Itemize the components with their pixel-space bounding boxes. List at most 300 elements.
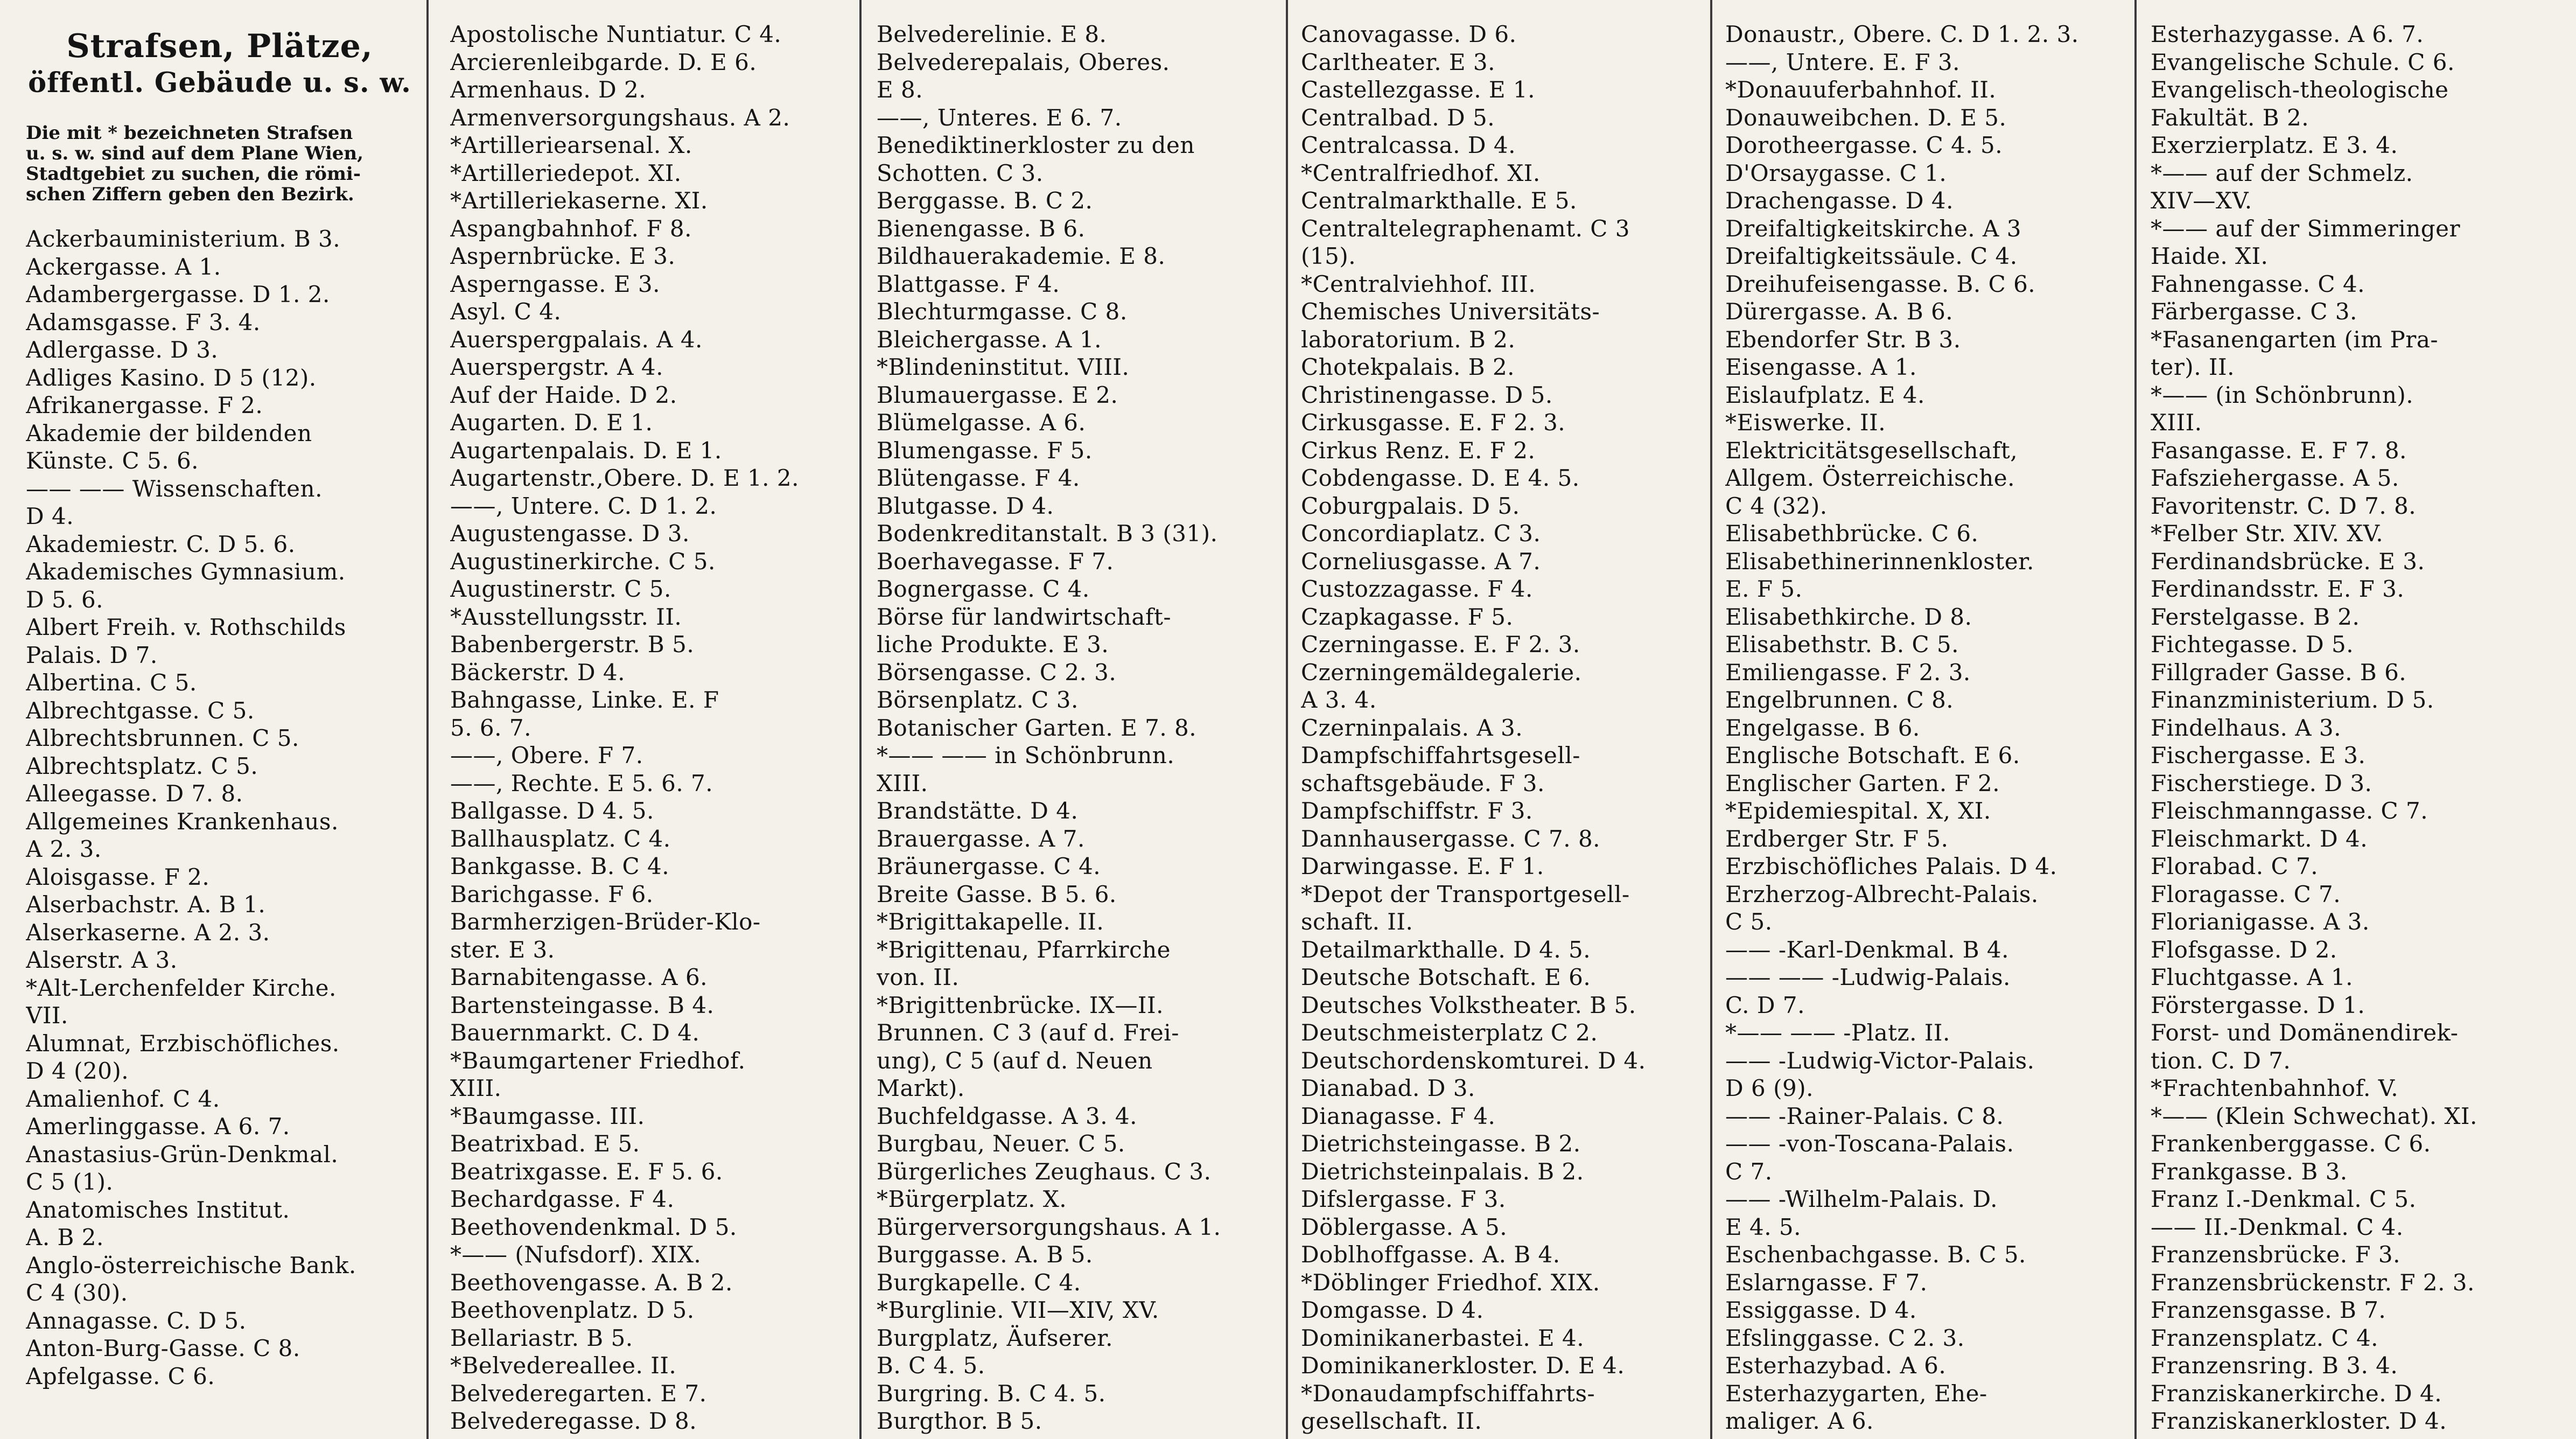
index-entry: *Brigittakapelle. II.: [877, 909, 1104, 935]
index-entry: Esterhazygarten, Ehe-: [1725, 1380, 1987, 1407]
index-entry: Künste. C 5. 6.: [26, 448, 199, 474]
index-entry: Findelhaus. A 3.: [2151, 714, 2341, 741]
index-entry: Barnabitengasse. A 6.: [450, 964, 708, 990]
index-entry: Blutgasse. D 4.: [877, 492, 1054, 519]
index-entry: Beethovengasse. A. B 2.: [450, 1269, 733, 1296]
index-entry: Florabad. C 7.: [2151, 853, 2319, 879]
index-entry: D 4.: [26, 503, 74, 529]
index-entry: Bürgerversorgungshaus. A 1.: [877, 1213, 1221, 1240]
index-entry: Favoritenstr. C. D 7. 8.: [2151, 492, 2417, 519]
index-entry: Franzensring. B 3. 4.: [2151, 1352, 2398, 1379]
index-entry: —— -Ludwig-Victor-Palais.: [1725, 1047, 2035, 1074]
index-entry: Belvederelinie. E 8.: [877, 21, 1107, 47]
index-entry: Eisengasse. A 1.: [1725, 354, 1917, 380]
index-entry: Akademiestr. C. D 5. 6.: [26, 530, 296, 557]
index-entry: Evangelische Schule. C 6.: [2151, 48, 2455, 75]
index-entry: Asyl. C 4.: [450, 298, 562, 325]
index-entry: Fleischmarkt. D 4.: [2151, 825, 2368, 852]
index-entry: Chemisches Universitäts-: [1301, 298, 1600, 325]
index-entry: Dominikanerbastei. E 4.: [1301, 1324, 1585, 1351]
index-entry: *Baumgartener Friedhof.: [450, 1047, 746, 1074]
index-entry: —— —— -Ludwig-Palais.: [1725, 964, 2011, 990]
index-entry: Cirkus Renz. E. F 2.: [1301, 437, 1536, 464]
index-entry: Floragasse. C 7.: [2151, 881, 2341, 907]
index-entry: Markt).: [877, 1075, 965, 1101]
index-entry: Czerningemäldegalerie.: [1301, 659, 1582, 686]
column-divider: [1286, 0, 1288, 1439]
index-entry: Fahnengasse. C 4.: [2151, 270, 2365, 297]
index-entry: maliger. A 6.: [1725, 1408, 1874, 1434]
index-entry: Buchfeldgasse. A 3. 4.: [877, 1102, 1137, 1129]
index-entry: Dominikanerkloster. D. E 4.: [1301, 1352, 1625, 1379]
index-entry: Centralbad. D 5.: [1301, 104, 1495, 131]
entry-list: [450, 20, 859, 1435]
index-entry: A. B 2.: [26, 1224, 104, 1251]
index-entry: Ebendorfer Str. B 3.: [1725, 326, 1961, 353]
index-entry: Färbergasse. C 3.: [2151, 298, 2357, 325]
index-entry: Augustengasse. D 3.: [450, 520, 690, 547]
index-entry: Anatomisches Institut.: [26, 1196, 290, 1223]
index-entry: Drachengasse. D 4.: [1725, 187, 1954, 214]
index-entry: Donauweibchen. D. E 5.: [1725, 104, 2007, 131]
index-entry: A 2. 3.: [26, 836, 102, 862]
index-entry: Ferdinandsstr. E. F 3.: [2151, 576, 2405, 602]
index-entry: Domgasse. D 4.: [1301, 1297, 1484, 1323]
index-entry: Doblhoffgasse. A. B 4.: [1301, 1241, 1560, 1268]
index-entry: Deutsche Botschaft. E 6.: [1301, 964, 1591, 990]
index-entry: Centraltelegraphenamt. C 3: [1301, 215, 1630, 242]
index-entry: Palais. D 7.: [26, 641, 158, 668]
index-entry: Deutschordenskomturei. D 4.: [1301, 1047, 1646, 1074]
index-entry: Elisabethkirche. D 8.: [1725, 603, 1972, 630]
legend-note: [26, 123, 414, 205]
column-divider: [1710, 0, 1712, 1439]
index-entry: Centralmarkthalle. E 5.: [1301, 187, 1577, 214]
index-entry: Corneliusgasse. A 7.: [1301, 548, 1541, 575]
index-entry: Börsengasse. C 2. 3.: [877, 659, 1117, 686]
index-entry: *Baumgasse. III.: [450, 1102, 645, 1129]
index-entry: Detailmarkthalle. D 4. 5.: [1301, 936, 1591, 963]
index-entry: Efslinggasse. C 2. 3.: [1725, 1324, 1965, 1351]
index-entry: Fluchtgasse. A 1.: [2151, 964, 2353, 990]
index-entry: Erzherzog-Albrecht-Palais.: [1725, 881, 2039, 907]
index-entry: Deutschmeisterplatz C 2.: [1301, 1019, 1598, 1046]
index-entry: Chotekpalais. B 2.: [1301, 354, 1515, 380]
index-entry: *Eiswerke. II.: [1725, 409, 1886, 436]
index-entry: ter). II.: [2151, 354, 2235, 380]
index-entry: B. C 4. 5.: [877, 1352, 985, 1379]
index-entry: Aspernbrücke. E 3.: [450, 243, 676, 269]
index-entry: Haide. XI.: [2151, 243, 2269, 269]
column-3: [877, 0, 1286, 1439]
index-entry: Evangelisch-theologische: [2151, 76, 2449, 103]
index-entry: Centralcassa. D 4.: [1301, 132, 1516, 158]
index-entry: Albert Freih. v. Rothschilds: [26, 614, 346, 640]
entry-list: [2151, 20, 2565, 1435]
index-entry: Brandstätte. D 4.: [877, 798, 1079, 824]
index-entry: E 8.: [877, 76, 923, 103]
index-entry: Carltheater. E 3.: [1301, 48, 1495, 75]
index-entry: D 5. 6.: [26, 586, 104, 613]
index-entry: Dürergasse. A. B 6.: [1725, 298, 1954, 325]
index-entry: Armenhaus. D 2.: [450, 76, 647, 103]
index-entry: Allgemeines Krankenhaus.: [26, 808, 339, 835]
index-entry: Coburgpalais. D 5.: [1301, 492, 1520, 519]
index-entry: Augarten. D. E 1.: [450, 409, 653, 436]
index-entry: Alserbachstr. A. B 1.: [26, 891, 266, 918]
index-entry: *Artilleriekaserne. XI.: [450, 187, 708, 214]
index-entry: Alserkaserne. A 2. 3.: [26, 919, 270, 946]
index-entry: Albrechtgasse. C 5.: [26, 697, 255, 724]
index-entry: Franziskanerkloster. D 4.: [2151, 1408, 2447, 1434]
index-entry: Bienengasse. B 6.: [877, 215, 1086, 242]
index-entry: Dietrichsteinpalais. B 2.: [1301, 1158, 1584, 1185]
index-entry: *—— (Klein Schwechat). XI.: [2151, 1102, 2477, 1129]
index-entry: Donaustr., Obere. C. D 1. 2. 3.: [1725, 21, 2079, 47]
index-entry: Barichgasse. F 6.: [450, 881, 654, 907]
index-entry: Christinengasse. D 5.: [1301, 381, 1553, 408]
index-entry: Bartensteingasse. B 4.: [450, 991, 715, 1018]
index-entry: Bodenkreditanstalt. B 3 (31).: [877, 520, 1218, 547]
index-entry: *Ausstellungsstr. II.: [450, 603, 682, 630]
index-entry: Allgem. Österreichische.: [1725, 465, 2015, 491]
index-entry: Afrikanergasse. F 2.: [26, 392, 263, 418]
index-entry: Belvederepalais, Oberes.: [877, 48, 1170, 75]
index-entry: *Brigittenau, Pfarrkirche: [877, 936, 1171, 963]
index-entry: Darwingasse. E. F 1.: [1301, 853, 1544, 879]
index-entry: Esterhazygasse. A 6. 7.: [2151, 21, 2424, 47]
index-entry: ——, Untere. C. D 1. 2.: [450, 492, 717, 519]
index-entry: Florianigasse. A 3.: [2151, 909, 2370, 935]
index-entry: Aspangbahnhof. F 8.: [450, 215, 692, 242]
index-entry: —— -von-Toscana-Palais.: [1725, 1130, 2014, 1157]
note-line: u. s. w. sind auf dem Plane Wien,: [26, 143, 363, 164]
index-entry: Botanischer Garten. E 7. 8.: [877, 714, 1197, 741]
index-entry: *—— auf der Schmelz.: [2151, 159, 2413, 186]
column-1: [26, 0, 414, 1439]
index-entry: —— —— Wissenschaften.: [26, 475, 323, 502]
index-entry: *Depot der Transportgesell-: [1301, 881, 1630, 907]
index-entry: VII.: [26, 1002, 68, 1029]
index-entry: Asperngasse. E 3.: [450, 270, 660, 297]
column-divider: [859, 0, 862, 1439]
index-entry: —— -Karl-Denkmal. B 4.: [1725, 936, 2009, 963]
index-entry: *Artilleriedepot. XI.: [450, 159, 682, 186]
index-entry: XIII.: [877, 770, 928, 797]
header-block: [26, 28, 414, 101]
index-entry: Elektricitätsgesellschaft,: [1725, 437, 2018, 464]
index-entry: Burgkapelle. C 4.: [877, 1269, 1081, 1296]
index-entry: Burgring. B. C 4. 5.: [877, 1380, 1106, 1407]
index-entry: XIII.: [2151, 409, 2202, 436]
index-entry: Blumengasse. F 5.: [877, 437, 1093, 464]
index-entry: Burggasse. A. B 5.: [877, 1241, 1093, 1268]
index-entry: *Centralfriedhof. XI.: [1301, 159, 1541, 186]
index-entry: Börse für landwirtschaft-: [877, 603, 1172, 630]
index-entry: ——, Obere. F 7.: [450, 742, 643, 769]
index-entry: Dorotheergasse. C 4. 5.: [1725, 132, 2003, 158]
index-entry: Fasangasse. E. F 7. 8.: [2151, 437, 2407, 464]
index-entry: Bürgerliches Zeughaus. C 3.: [877, 1158, 1212, 1185]
index-entry: Eslarngasse. F 7.: [1725, 1269, 1928, 1296]
index-entry: Blechturmgasse. C 8.: [877, 298, 1128, 325]
index-entry: Brunnen. C 3 (auf d. Frei-: [877, 1019, 1179, 1046]
index-entry: *Artilleriearsenal. X.: [450, 132, 692, 158]
index-entry: —— -Wilhelm-Palais. D.: [1725, 1186, 1998, 1212]
index-entry: Annagasse. C. D 5.: [26, 1307, 247, 1334]
index-entry: Belvederegarten. E 7.: [450, 1380, 707, 1407]
entry-list: [1301, 20, 1710, 1435]
entry-list: [26, 225, 414, 1390]
index-entry: XIII.: [450, 1075, 502, 1101]
index-entry: Fischerstiege. D 3.: [2151, 770, 2372, 797]
index-entry: Franziskanerkirche. D 4.: [2151, 1380, 2442, 1407]
index-entry: —— -Rainer-Palais. C 8.: [1725, 1102, 2004, 1129]
index-entry: ——, Unteres. E 6. 7.: [877, 104, 1122, 131]
index-entry: Blumauergasse. E 2.: [877, 381, 1118, 408]
index-entry: Bahngasse, Linke. E. F: [450, 687, 719, 713]
index-entry: Erzbischöfliches Palais. D 4.: [1725, 853, 2057, 879]
index-entry: Adliges Kasino. D 5 (12).: [26, 364, 317, 391]
index-entry: D 4 (20).: [26, 1058, 129, 1084]
index-entry: E. F 5.: [1725, 576, 1803, 602]
index-entry: Adambergergasse. D 1. 2.: [26, 281, 330, 308]
index-entry: Cirkusgasse. E. F 2. 3.: [1301, 409, 1566, 436]
index-entry: Dianagasse. F 4.: [1301, 1102, 1496, 1129]
index-entry: Belvederegasse. D 8.: [450, 1408, 697, 1434]
index-entry: D'Orsaygasse. C 1.: [1725, 159, 1947, 186]
index-entry: *—— —— -Platz. II.: [1725, 1019, 1950, 1046]
index-entry: Auerspergstr. A 4.: [450, 354, 663, 380]
index-entry: Anglo-österreichische Bank.: [26, 1252, 356, 1279]
index-entry: Boerhavegasse. F 7.: [877, 548, 1114, 575]
index-entry: Ackerbauministerium. B 3.: [26, 226, 341, 252]
index-entry: *Centralviehhof. III.: [1301, 270, 1536, 297]
index-entry: ster. E 3.: [450, 936, 555, 963]
index-entry: Burgplatz, Äufserer.: [877, 1324, 1114, 1351]
index-entry: Elisabethstr. B. C 5.: [1725, 631, 1959, 658]
index-entry: Auerspergpalais. A 4.: [450, 326, 703, 353]
note-line: Stadtgebiet zu suchen, die römi-: [26, 163, 361, 185]
note-line: Die mit * bezeichneten Strafsen: [26, 122, 353, 144]
index-entry: C 5.: [1725, 909, 1773, 935]
index-entry: Alleegasse. D 7. 8.: [26, 780, 243, 807]
index-entry: Akademisches Gymnasium.: [26, 558, 346, 585]
column-6: [2151, 0, 2565, 1439]
index-entry: Franz I.-Denkmal. C 5.: [2151, 1186, 2417, 1212]
index-entry: Benediktinerkloster zu den: [877, 132, 1195, 158]
index-entry: C 7.: [1725, 1158, 1773, 1185]
index-entry: C 4 (30).: [26, 1280, 128, 1306]
index-entry: Akademie der bildenden: [26, 420, 312, 446]
index-entry: laboratorium. B 2.: [1301, 326, 1516, 353]
entry-list: [1725, 20, 2134, 1435]
index-entry: Albrechtsbrunnen. C 5.: [26, 725, 299, 751]
index-entry: Ballhausplatz. C 4.: [450, 825, 671, 852]
index-entry: Franzensgasse. B 7.: [2151, 1297, 2386, 1323]
column-divider: [426, 0, 429, 1439]
index-entry: Blütengasse. F 4.: [877, 465, 1080, 491]
index-entry: Albertina. C 5.: [26, 669, 197, 696]
index-entry: Barmherzigen-Brüder-Klo-: [450, 909, 761, 935]
index-entry: Englische Botschaft. E 6.: [1725, 742, 2020, 769]
index-entry: schaftsgebäude. F 3.: [1301, 770, 1545, 797]
index-entry: Dannhausergasse. C 7. 8.: [1301, 825, 1601, 852]
index-entry: C 4 (32).: [1725, 492, 1828, 519]
index-entry: Burgbau, Neuer. C 5.: [877, 1130, 1125, 1157]
index-entry: Castellezgasse. E 1.: [1301, 76, 1535, 103]
index-entry: Franzensbrücke. F 3.: [2151, 1241, 2401, 1268]
index-entry: Elisabethinerinnenkloster.: [1725, 548, 2034, 575]
index-entry: C. D 7.: [1725, 991, 1805, 1018]
index-entry: Ferstelgasse. B 2.: [2151, 603, 2360, 630]
index-entry: Frankgasse. B 3.: [2151, 1158, 2348, 1185]
index-entry: Augustinerstr. C 5.: [450, 576, 671, 602]
column-2: [450, 0, 859, 1439]
index-entry: Esterhazybad. A 6.: [1725, 1352, 1947, 1379]
index-entry: *—— —— in Schönbrunn.: [877, 742, 1175, 769]
index-entry: Frankenberggasse. C 6.: [2151, 1130, 2431, 1157]
index-entry: Ballgasse. D 4. 5.: [450, 798, 654, 824]
index-entry: Fichtegasse. D 5.: [2151, 631, 2354, 658]
index-entry: (15).: [1301, 243, 1356, 269]
index-entry: Fischergasse. E 3.: [2151, 742, 2366, 769]
index-entry: *Felber Str. XIV. XV.: [2151, 520, 2384, 547]
index-entry: ——, Untere. E. F 3.: [1725, 48, 1960, 75]
index-entry: Concordiaplatz. C 3.: [1301, 520, 1541, 547]
index-entry: Bellariastr. B 5.: [450, 1324, 633, 1351]
index-entry: Ferdinandsbrücke. E 3.: [2151, 548, 2425, 575]
index-entry: Dianabad. D 3.: [1301, 1075, 1475, 1101]
index-entry: Bleichergasse. A 1.: [877, 326, 1102, 353]
index-entry: Börsenplatz. C 3.: [877, 687, 1079, 713]
index-entry: Augustinerkirche. C 5.: [450, 548, 716, 575]
index-entry: Engelgasse. B 6.: [1725, 714, 1920, 741]
index-entry: Blümelgasse. A 6.: [877, 409, 1086, 436]
index-entry: Dreifaltigkeitssäule. C 4.: [1725, 243, 2018, 269]
index-entry: D 6 (9).: [1725, 1075, 1814, 1101]
index-entry: Bauernmarkt. C. D 4.: [450, 1019, 700, 1046]
index-entry: Cobdengasse. D. E 4. 5.: [1301, 465, 1580, 491]
index-entry: Franzensplatz. C 4.: [2151, 1324, 2379, 1351]
index-entry: Beethovendenkmal. D 5.: [450, 1213, 737, 1240]
column-divider: [2134, 0, 2137, 1439]
index-entry: Amalienhof. C 4.: [26, 1085, 220, 1112]
index-entry: Difslergasse. F 3.: [1301, 1186, 1506, 1212]
index-entry: Ackergasse. A 1.: [26, 253, 221, 280]
index-entry: Dietrichsteingasse. B 2.: [1301, 1130, 1581, 1157]
index-entry: Alserstr. A 3.: [26, 947, 178, 973]
index-entry: Flofsgasse. D 2.: [2151, 936, 2337, 963]
index-entry: Exerzierplatz. E 3. 4.: [2151, 132, 2398, 158]
index-entry: Bechardgasse. F 4.: [450, 1186, 675, 1212]
column-4: [1301, 0, 1710, 1439]
index-entry: Förstergasse. D 1.: [2151, 991, 2365, 1018]
index-entry: Anton-Burg-Gasse. C 8.: [26, 1335, 300, 1361]
index-entry: Döblergasse. A 5.: [1301, 1213, 1508, 1240]
index-entry: *Burglinie. VII—XIV, XV.: [877, 1297, 1159, 1323]
index-entry: Emiliengasse. F 2. 3.: [1725, 659, 1971, 686]
index-entry: Adlergasse. D 3.: [26, 337, 219, 363]
index-entry: Blattgasse. F 4.: [877, 270, 1060, 297]
index-entry: Schotten. C 3.: [877, 159, 1044, 186]
index-entry: Franzensbrückenstr. F 2. 3.: [2151, 1269, 2475, 1296]
index-entry: Eislaufplatz. E 4.: [1725, 381, 1925, 408]
index-entry: *Blindeninstitut. VIII.: [877, 354, 1130, 380]
index-entry: Albrechtsplatz. C 5.: [26, 752, 258, 779]
index-entry: Burgthor. B 5.: [877, 1408, 1042, 1434]
entry-list: [877, 20, 1286, 1435]
index-entry: Dampfschiffstr. F 3.: [1301, 798, 1533, 824]
index-entry: C 5 (1).: [26, 1169, 114, 1195]
index-entry: A 3. 4.: [1301, 687, 1377, 713]
index-entry: E 4. 5.: [1725, 1213, 1802, 1240]
index-entry: Beatrixbad. E 5.: [450, 1130, 640, 1157]
index-entry: Eschenbachgasse. B. C 5.: [1725, 1241, 2026, 1268]
index-entry: Bankgasse. B. C 4.: [450, 853, 670, 879]
index-entry: von. II.: [877, 964, 960, 990]
index-entry: Essiggasse. D 4.: [1725, 1297, 1917, 1323]
index-entry: Auf der Haide. D 2.: [450, 381, 677, 408]
index-entry: 5. 6. 7.: [450, 714, 531, 741]
index-entry: Beatrixgasse. E. F 5. 6.: [450, 1158, 723, 1185]
index-entry: *Alt-Lerchenfelder Kirche.: [26, 974, 337, 1001]
index-entry: *Donaudampfschiffahrts-: [1301, 1380, 1595, 1407]
index-entry: ——, Rechte. E 5. 6. 7.: [450, 770, 713, 797]
index-entry: Fafsziehergasse. A 5.: [2151, 465, 2399, 491]
index-entry: *Donauuferbahnhof. II.: [1725, 76, 1997, 103]
index-entry: *—— auf der Simmeringer: [2151, 215, 2461, 242]
index-entry: Dreifaltigkeitskirche. A 3: [1725, 215, 2021, 242]
index-entry: *—— (in Schönbrunn).: [2151, 381, 2414, 408]
index-entry: *Bürgerplatz. X.: [877, 1186, 1067, 1212]
index-entry: Adamsgasse. F 3. 4.: [26, 309, 261, 336]
index-entry: Fakultät. B 2.: [2151, 104, 2309, 131]
index-entry: tion. C. D 7.: [2151, 1047, 2291, 1074]
index-entry: *Frachtenbahnhof. V.: [2151, 1075, 2399, 1101]
index-entry: ung), C 5 (auf d. Neuen: [877, 1047, 1153, 1074]
index-entry: Bognergasse. C 4.: [877, 576, 1090, 602]
index-entry: *Brigittenbrücke. IX—II.: [877, 991, 1164, 1018]
index-entry: Forst- und Domänendirek-: [2151, 1019, 2459, 1046]
index-entry: Englischer Garten. F 2.: [1725, 770, 2000, 797]
index-entry: schaft. II.: [1301, 909, 1413, 935]
index-entry: Bäckerstr. D 4.: [450, 659, 626, 686]
index-entry: Czerninpalais. A 3.: [1301, 714, 1523, 741]
index-entry: Beethovenplatz. D 5.: [450, 1297, 695, 1323]
section-title-line-2: öffentl. Gebäude u. s. w.: [28, 67, 411, 99]
index-entry: Augartenstr.,Obere. D. E 1. 2.: [450, 465, 799, 491]
index-entry: *Belvedereallee. II.: [450, 1352, 677, 1379]
index-entry: Brauergasse. A 7.: [877, 825, 1085, 852]
index-entry: —— II.-Denkmal. C 4.: [2151, 1213, 2404, 1240]
index-entry: Aloisgasse. F 2.: [26, 863, 210, 890]
index-entry: Alumnat, Erzbischöfliches.: [26, 1030, 340, 1057]
section-title-line-1: Strafsen, Plätze,: [66, 27, 373, 65]
index-entry: Czerningasse. E. F 2. 3.: [1301, 631, 1580, 658]
index-entry: liche Produkte. E 3.: [877, 631, 1109, 658]
index-entry: Bräunergasse. C 4.: [877, 853, 1101, 879]
index-entry: Augartenpalais. D. E 1.: [450, 437, 722, 464]
index-entry: Arcierenleibgarde. D. E 6.: [450, 48, 757, 75]
index-entry: Armenversorgungshaus. A 2.: [450, 104, 790, 131]
index-entry: Breite Gasse. B 5. 6.: [877, 881, 1117, 907]
index-entry: Czapkagasse. F 5.: [1301, 603, 1514, 630]
index-entry: *Epidemiespital. X, XI.: [1725, 798, 1991, 824]
index-entry: *Fasanengarten (im Pra-: [2151, 326, 2439, 353]
index-entry: Bildhauerakademie. E 8.: [877, 243, 1166, 269]
index-entry: Dampfschiffahrtsgesell-: [1301, 742, 1580, 769]
